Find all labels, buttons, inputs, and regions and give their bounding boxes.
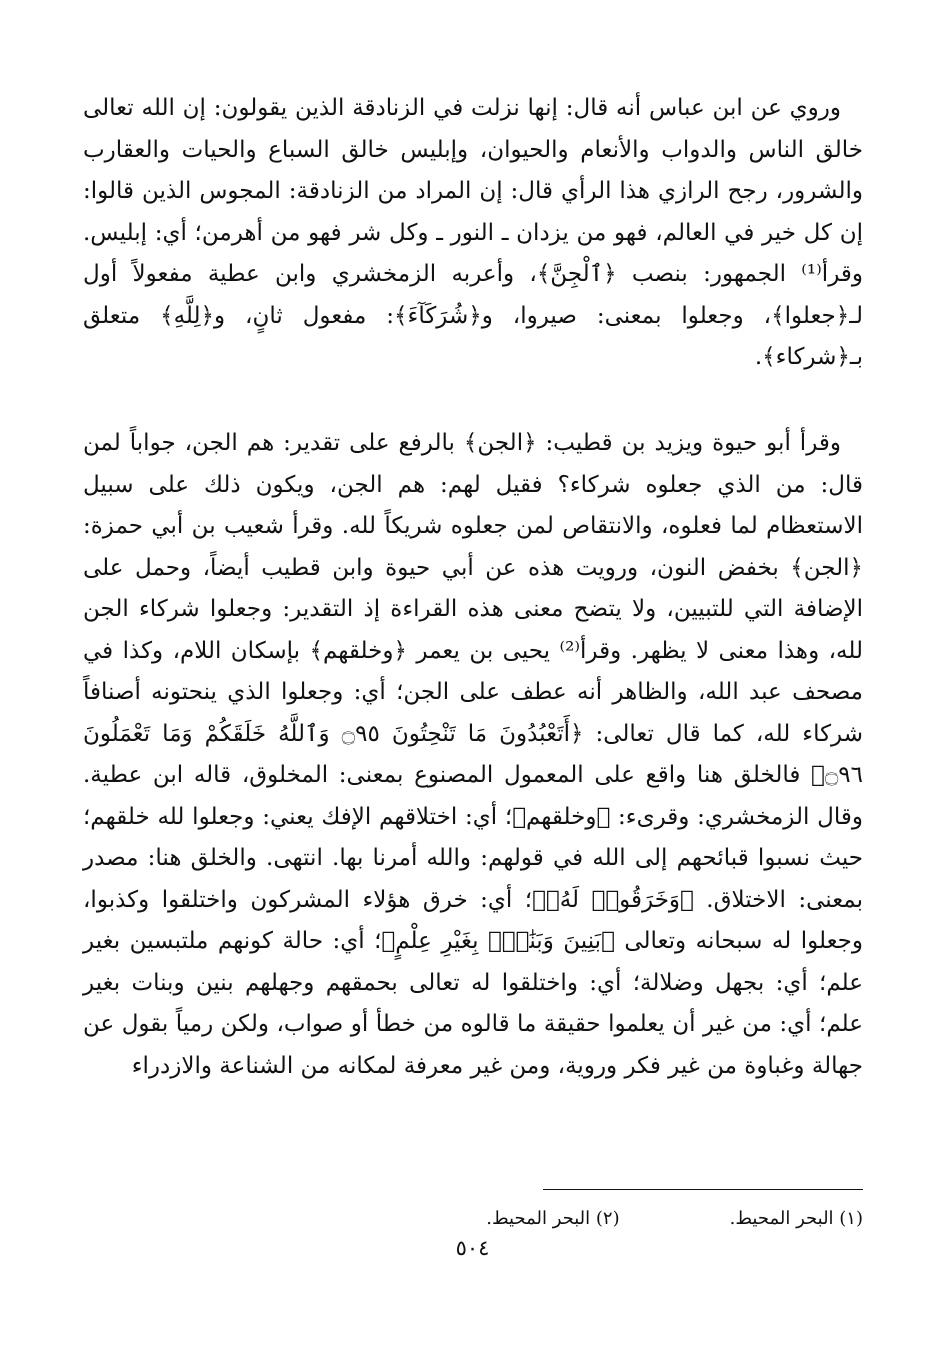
- footnote-2: (٢) البحر المحيط.: [486, 1208, 620, 1229]
- paragraph-2: وقرأ أبو حيوة ويزيد بن قطيب: ﴿الجن﴾ بالرفع على تقدير: هم الجن، جواباً لمن قال: من الذي جعلوه شركاء؟ فقيل لهم: هم الجن، ويكون ذلك على سبيل الاستعظام لما فعلوه، والانتقاص لمن جعلوه شريكاً لله. وقرأ شعيب بن أبي حمزة: ﴿الجن﴾ بخفض النون، ورويت هذه عن أبي حيوة وابن قطيب أيضاً، وحمل على الإضافة التي للتبيين، ولا يتضح معنى هذه القراءة إذ التقدير: وجعلوا شركاء الجن لله، وهذا معنى لا يظهر. وقرأ⁽²⁾ يحيى بن يعمر ﴿وخلقهم﴾ بإسكان اللام، وكذا في مصحف عبد الله، والظاهر أنه عطف على الجن؛ أي: وجعلوا الذي ينحتونه أصنافاً شركاء لله، كما قال تعالى: ﴿أَتَعْبُدُونَ مَا تَنْحِتُونَ ۝٩٥ وَٱللَّهُ خَلَقَكُمْ وَمَا تَعْمَلُونَ ۝٩٦﴾ فالخلق هنا واقع على المعمول المصنوع بمعنى: المخلوق، قاله ابن عطية. وقال الزمخشري: وقرىء: ﴿وخلقهم﴾؛ أي: اختلاقهم الإفك يعني: وجعلوا لله خلقهم؛ حيث نسبوا قبائحهم إلى الله في قولهم: والله أمرنا بها. انتهى. والخلق هنا: مصدر بمعنى: الاختلاق. ﴿وَخَرَقُوا۟ لَهُۥ﴾؛ أي: خرق هؤلاء المشركون واختلقوا وكذبوا، وجعلوا له سبحانه وتعالى ﴿بَنِينَ وَبَنَٰتٍۭ بِغَيْرِ عِلْمٍ﴾؛ أي: حالة كونهم ملتبسين بغير علم؛ أي: بجهل وضلالة؛ أي: واختلقوا له تعالى بحمقهم وجهلهم بنين وبنات بغير علم؛ أي: من غير أن يعلموا حقيقة ما قالوه من خطأ أو صواب، ولكن رمياً بقول عن جهالة وغباوة من غير فكر وروية، ومن غير معرفة لمكانه من الشناعة والازدراء: [83, 430, 863, 1079]
- paragraph-1-block: [83, 88, 863, 379]
- footnote-divider: [543, 1189, 863, 1190]
- page-number: ٥٠٤: [455, 1236, 490, 1260]
- footnote-1: (١) البحر المحيط.: [729, 1208, 863, 1229]
- paragraph-2-block: [83, 423, 863, 1087]
- paragraph-1: وروي عن ابن عباس أنه قال: إنها نزلت في الزنادقة الذين يقولون: إن الله تعالى خالق الناس والدواب والأنعام والحيوان، وإبليس خالق السباع والحيات والعقارب والشرور، رجح الرازي هذا الرأي قال: إن المراد من الزنادقة: المجوس الذين قالوا: إن كل خير في العالم، فهو من يزدان ـ النور ـ وكل شر فهو من أهرمن؛ أي: إبليس. وقرأ⁽¹⁾ الجمهور: بنصب ﴿ٱلْجِنَّ﴾، وأعربه الزمخشري وابن عطية مفعولاً أول لـ﴿جعلوا﴾، وجعلوا بمعنى: صيروا، و﴿شُرَكَآءَ﴾: مفعول ثانٍ، و﴿لِلَّهِ﴾ متعلق بـ﴿شركاء﴾.: [83, 95, 863, 370]
- footnotes: [83, 1206, 863, 1232]
